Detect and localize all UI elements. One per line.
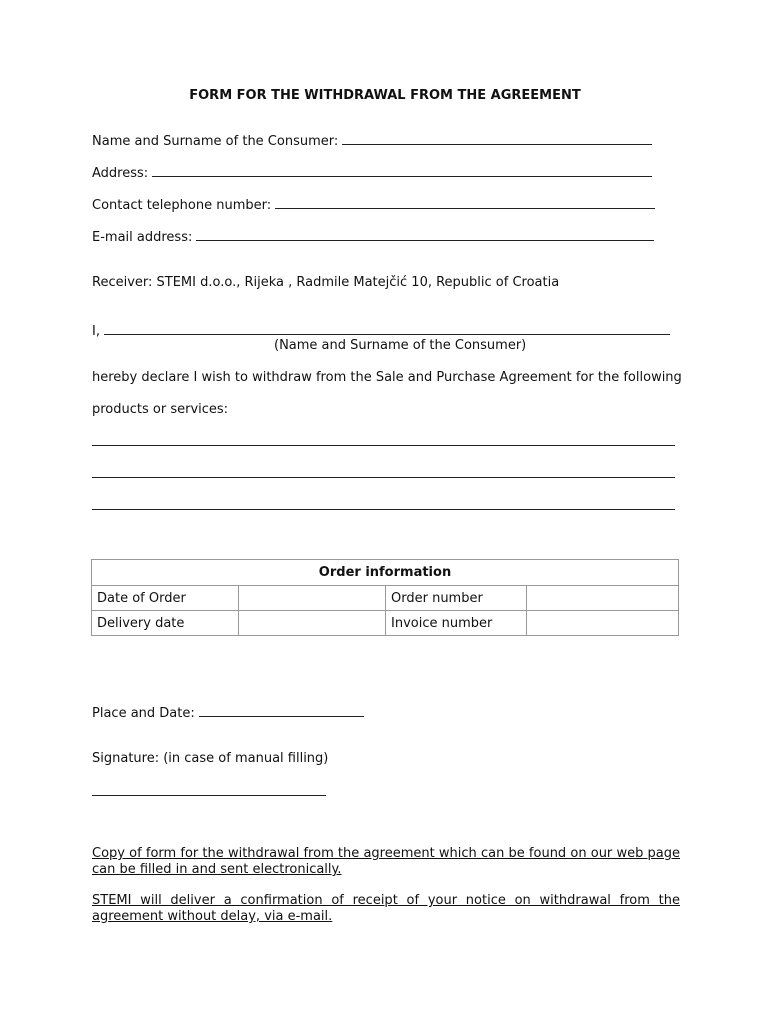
declaration-name-line[interactable] [104, 322, 670, 335]
name-field-label: Name and Surname of the Consumer: [92, 134, 339, 149]
declaration-name-row [92, 322, 670, 339]
delivery-date-label: Delivery date [92, 611, 239, 636]
signature-line[interactable] [92, 795, 326, 796]
delivery-date-cell[interactable] [239, 611, 386, 636]
order-table-header: Order information [92, 560, 679, 586]
declaration-prefix: I, [92, 324, 100, 339]
signature-label: Signature: (in case of manual filling) [92, 751, 329, 766]
products-line-1[interactable] [92, 445, 675, 446]
table-row [92, 586, 679, 611]
date-of-order-label: Date of Order [92, 586, 239, 611]
email-field-line[interactable] [196, 228, 654, 241]
order-number-cell[interactable] [527, 586, 679, 611]
products-line-2[interactable] [92, 477, 675, 478]
order-information-table [91, 559, 679, 636]
phone-field-label: Contact telephone number: [92, 198, 272, 213]
name-field-row [92, 132, 652, 149]
place-date-label: Place and Date: [92, 706, 195, 721]
invoice-number-label: Invoice number [386, 611, 527, 636]
invoice-number-cell[interactable] [527, 611, 679, 636]
note-electronic-form: Copy of form for the withdrawal from the agreement which can be found on our web page can be filled in and sent electronically. [92, 846, 680, 877]
form-title: FORM FOR THE WITHDRAWAL FROM THE AGREEMENT [189, 88, 581, 103]
place-date-row [92, 704, 364, 721]
phone-field-row [92, 196, 655, 213]
receiver-text: Receiver: STEMI d.o.o., Rijeka , Radmile Matejčić 10, Republic of Croatia [92, 275, 560, 290]
declaration-caption: (Name and Surname of the Consumer) [274, 338, 527, 353]
address-field-row [92, 164, 652, 181]
declaration-line-1: hereby declare I wish to withdraw from the Sale and Purchase Agreement for the following [92, 370, 682, 385]
table-row [92, 611, 679, 636]
products-line-3[interactable] [92, 509, 675, 510]
email-field-row [92, 228, 654, 245]
declaration-line-2: products or services: [92, 402, 229, 417]
note-confirmation: STEMI will deliver a confirmation of receipt of your notice on withdrawal from the agreement without delay, via e-mail. [92, 893, 680, 924]
address-field-label: Address: [92, 166, 149, 181]
date-of-order-cell[interactable] [239, 586, 386, 611]
phone-field-line[interactable] [275, 196, 655, 209]
address-field-line[interactable] [152, 164, 652, 177]
name-field-line[interactable] [342, 132, 652, 145]
order-number-label: Order number [386, 586, 527, 611]
place-date-line[interactable] [199, 704, 364, 717]
email-field-label: E-mail address: [92, 230, 193, 245]
